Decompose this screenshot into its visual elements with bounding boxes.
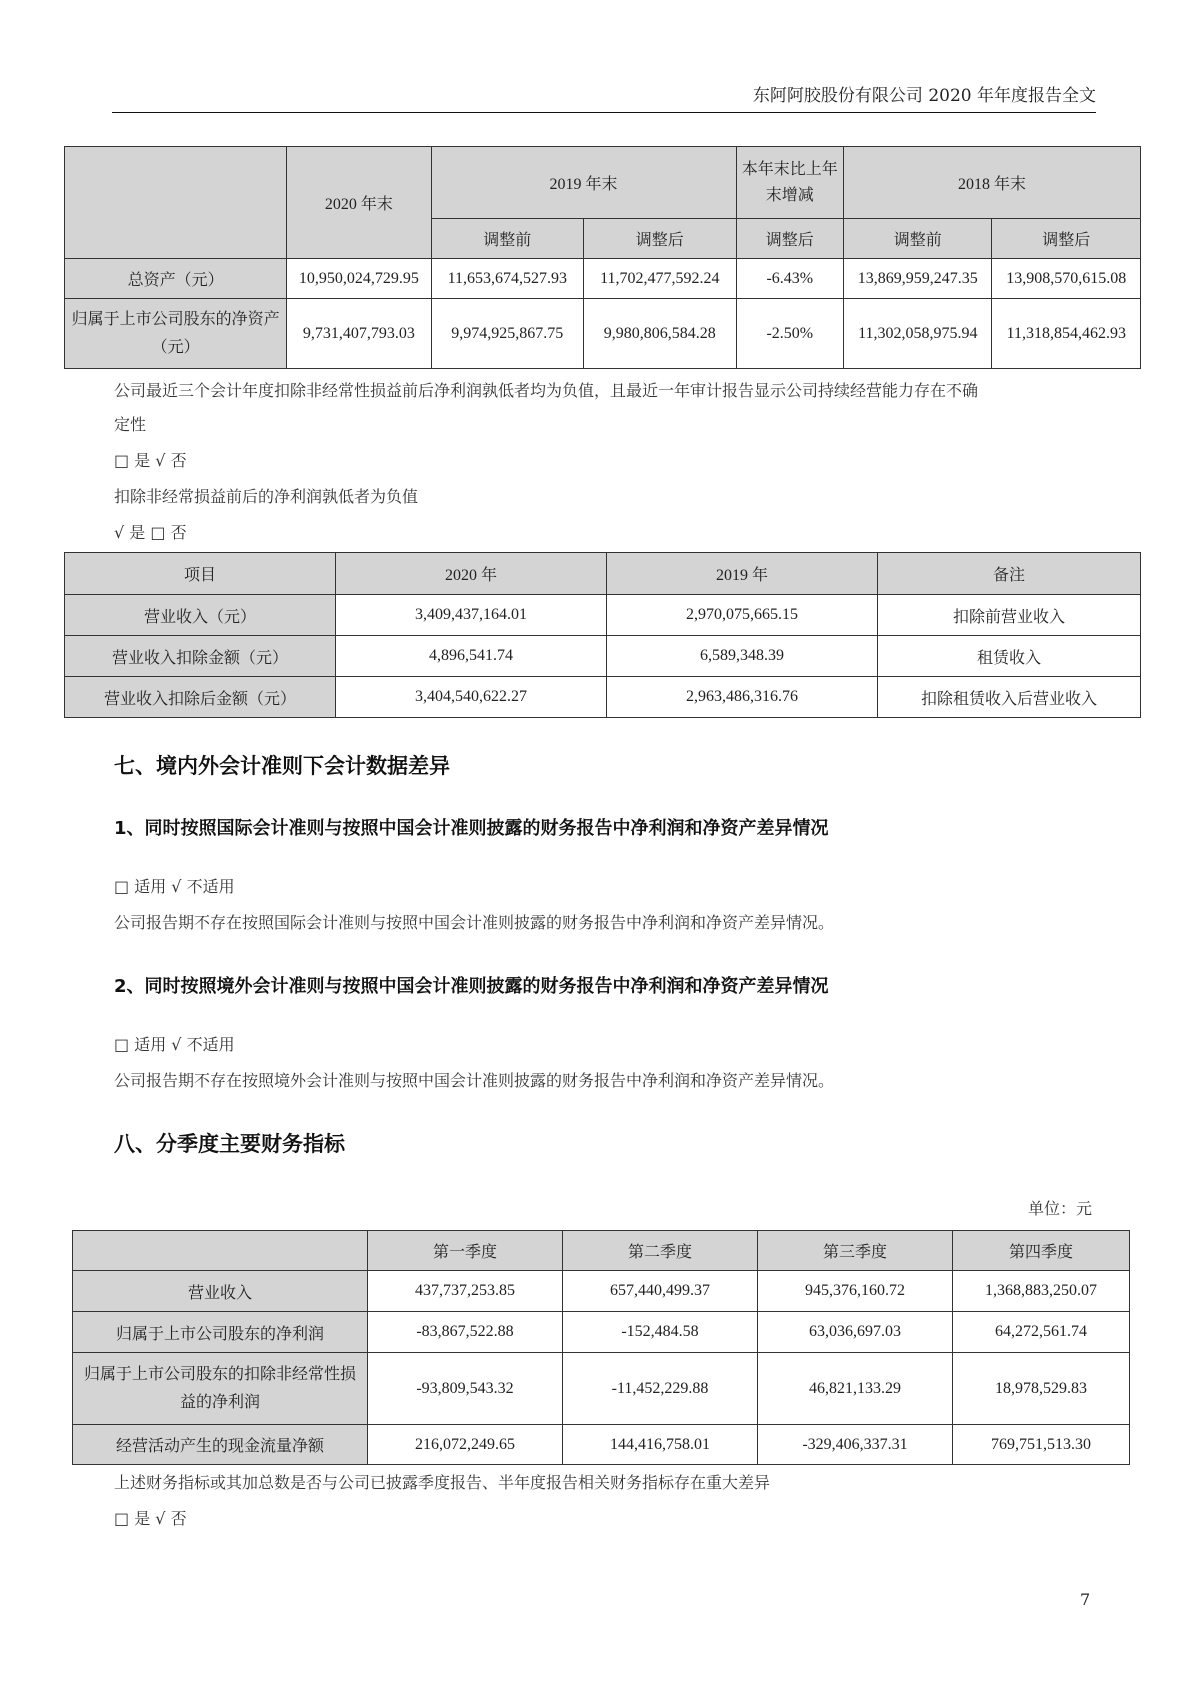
table-row	[65, 677, 1141, 718]
table-row	[65, 636, 1141, 677]
header-q3: 第三季度	[758, 1231, 953, 1271]
cell: -6.43%	[736, 259, 843, 299]
header-q2: 第二季度	[563, 1231, 758, 1271]
cell: 437,737,253.85	[368, 1271, 563, 1312]
row-label: 归属于上市公司股东的净利润	[73, 1312, 368, 1353]
revenue-deduction-table	[64, 552, 1141, 718]
header-title: 东阿阿胶股份有限公司 2020 年年度报告全文	[752, 86, 1096, 106]
cell: 3,409,437,164.01	[336, 595, 607, 636]
blank-header-cell	[65, 147, 287, 259]
cell: -83,867,522.88	[368, 1312, 563, 1353]
blank-header-cell	[73, 1231, 368, 1271]
cell: 9,731,407,793.03	[287, 299, 431, 369]
header-item: 项目	[65, 553, 336, 595]
negative-profit-question: 扣除非经常损益前后的净利润孰低者为负值	[114, 487, 419, 506]
cell: 63,036,697.03	[758, 1312, 953, 1353]
cell: 9,974,925,867.75	[431, 299, 584, 369]
table-row	[65, 299, 1141, 369]
header-2018-before: 调整前	[844, 219, 992, 259]
row-label: 营业收入扣除金额（元）	[65, 636, 336, 677]
quarterly-difference-question: 上述财务指标或其加总数是否与公司已披露季度报告、半年度报告相关财务指标存在重大差异	[114, 1473, 771, 1492]
page-number: 7	[1080, 1590, 1091, 1609]
cell: 租赁收入	[878, 636, 1141, 677]
cell: 945,376,160.72	[758, 1271, 953, 1312]
cell: 144,416,758.01	[563, 1425, 758, 1465]
unit-label: 单位：元	[1027, 1199, 1092, 1218]
cell: 13,869,959,247.35	[844, 259, 992, 299]
header-2019: 2019 年末	[431, 147, 736, 219]
cell: 4,896,541.74	[336, 636, 607, 677]
section-7-sub2-text: 公司报告期不存在按照境外会计准则与按照中国会计准则披露的财务报告中净利润和净资产差异情况。	[114, 1071, 835, 1090]
cell: 3,404,540,622.27	[336, 677, 607, 718]
row-label: 经营活动产生的现金流量净额	[73, 1425, 368, 1465]
section-7-title: 七、境内外会计准则下会计数据差异	[114, 754, 450, 778]
cell: 13,908,570,615.08	[992, 259, 1141, 299]
cell: 扣除租赁收入后营业收入	[878, 677, 1141, 718]
cell: -329,406,337.31	[758, 1425, 953, 1465]
header-2019: 2019 年	[607, 553, 878, 595]
section-7-sub1-title: 1、同时按照国际会计准则与按照中国会计准则披露的财务报告中净利润和净资产差异情况	[114, 818, 829, 839]
cell: 18,978,529.83	[953, 1353, 1130, 1425]
cell: 216,072,249.65	[368, 1425, 563, 1465]
header-2020: 2020 年	[336, 553, 607, 595]
header-2018-after: 调整后	[992, 219, 1141, 259]
header-change-after: 调整后	[736, 219, 843, 259]
cell: 11,318,854,462.93	[992, 299, 1141, 369]
header-2019-after: 调整后	[584, 219, 737, 259]
row-label: 营业收入（元）	[65, 595, 336, 636]
row-label: 营业收入	[73, 1271, 368, 1312]
cell: 10,950,024,729.95	[287, 259, 431, 299]
cell: -93,809,543.32	[368, 1353, 563, 1425]
quarterly-difference-answer: □ 是 √ 否	[114, 1509, 187, 1528]
header-2020: 2020 年末	[287, 147, 431, 259]
balance-table	[64, 146, 1141, 369]
row-label: 归属于上市公司股东的扣除非经常性损益的净利润	[73, 1353, 368, 1425]
cell: -152,484.58	[563, 1312, 758, 1353]
quarterly-table	[72, 1230, 1130, 1465]
cell: 扣除前营业收入	[878, 595, 1141, 636]
cell: -11,452,229.88	[563, 1353, 758, 1425]
section-8-title: 八、分季度主要财务指标	[114, 1132, 345, 1156]
page-header	[112, 84, 1096, 113]
cell: 46,821,133.29	[758, 1353, 953, 1425]
cell: 657,440,499.37	[563, 1271, 758, 1312]
row-label: 归属于上市公司股东的净资产（元）	[65, 299, 287, 369]
negative-profit-answer: √ 是 □ 否	[114, 523, 187, 542]
cell: 64,272,561.74	[953, 1312, 1130, 1353]
cell: 9,980,806,584.28	[584, 299, 737, 369]
row-label: 总资产（元）	[65, 259, 287, 299]
section-7-sub1-answer: □ 适用 √ 不适用	[114, 877, 235, 896]
section-7-sub2-title: 2、同时按照境外会计准则与按照中国会计准则披露的财务报告中净利润和净资产差异情况	[114, 976, 829, 997]
table-row	[73, 1312, 1130, 1353]
header-2019-before: 调整前	[431, 219, 584, 259]
section-7-sub2-answer: □ 适用 √ 不适用	[114, 1035, 235, 1054]
cell: 11,302,058,975.94	[844, 299, 992, 369]
cell: 11,702,477,592.24	[584, 259, 737, 299]
cell: 1,368,883,250.07	[953, 1271, 1130, 1312]
cell: 769,751,513.30	[953, 1425, 1130, 1465]
header-q1: 第一季度	[368, 1231, 563, 1271]
table-row	[73, 1271, 1130, 1312]
table-row	[65, 595, 1141, 636]
cell: 6,589,348.39	[607, 636, 878, 677]
going-concern-answer: □ 是 √ 否	[114, 451, 187, 470]
row-label: 营业收入扣除后金额（元）	[65, 677, 336, 718]
header-2018: 2018 年末	[844, 147, 1141, 219]
cell: 11,653,674,527.93	[431, 259, 584, 299]
going-concern-question: 公司最近三个会计年度扣除非经常性损益前后净利润孰低者均为负值，且最近一年审计报告显示公司持续经营能力存在不确	[114, 381, 979, 400]
going-concern-question-cont: 定性	[114, 415, 147, 434]
cell: 2,963,486,316.76	[607, 677, 878, 718]
cell: 2,970,075,665.15	[607, 595, 878, 636]
header-remark: 备注	[878, 553, 1141, 595]
table-row	[65, 259, 1141, 299]
cell: -2.50%	[736, 299, 843, 369]
header-change: 本年末比上年末增减	[736, 147, 843, 219]
section-7-sub1-text: 公司报告期不存在按照国际会计准则与按照中国会计准则披露的财务报告中净利润和净资产差异情况。	[114, 913, 835, 932]
header-q4: 第四季度	[953, 1231, 1130, 1271]
table-row	[73, 1353, 1130, 1425]
table-row	[73, 1425, 1130, 1465]
